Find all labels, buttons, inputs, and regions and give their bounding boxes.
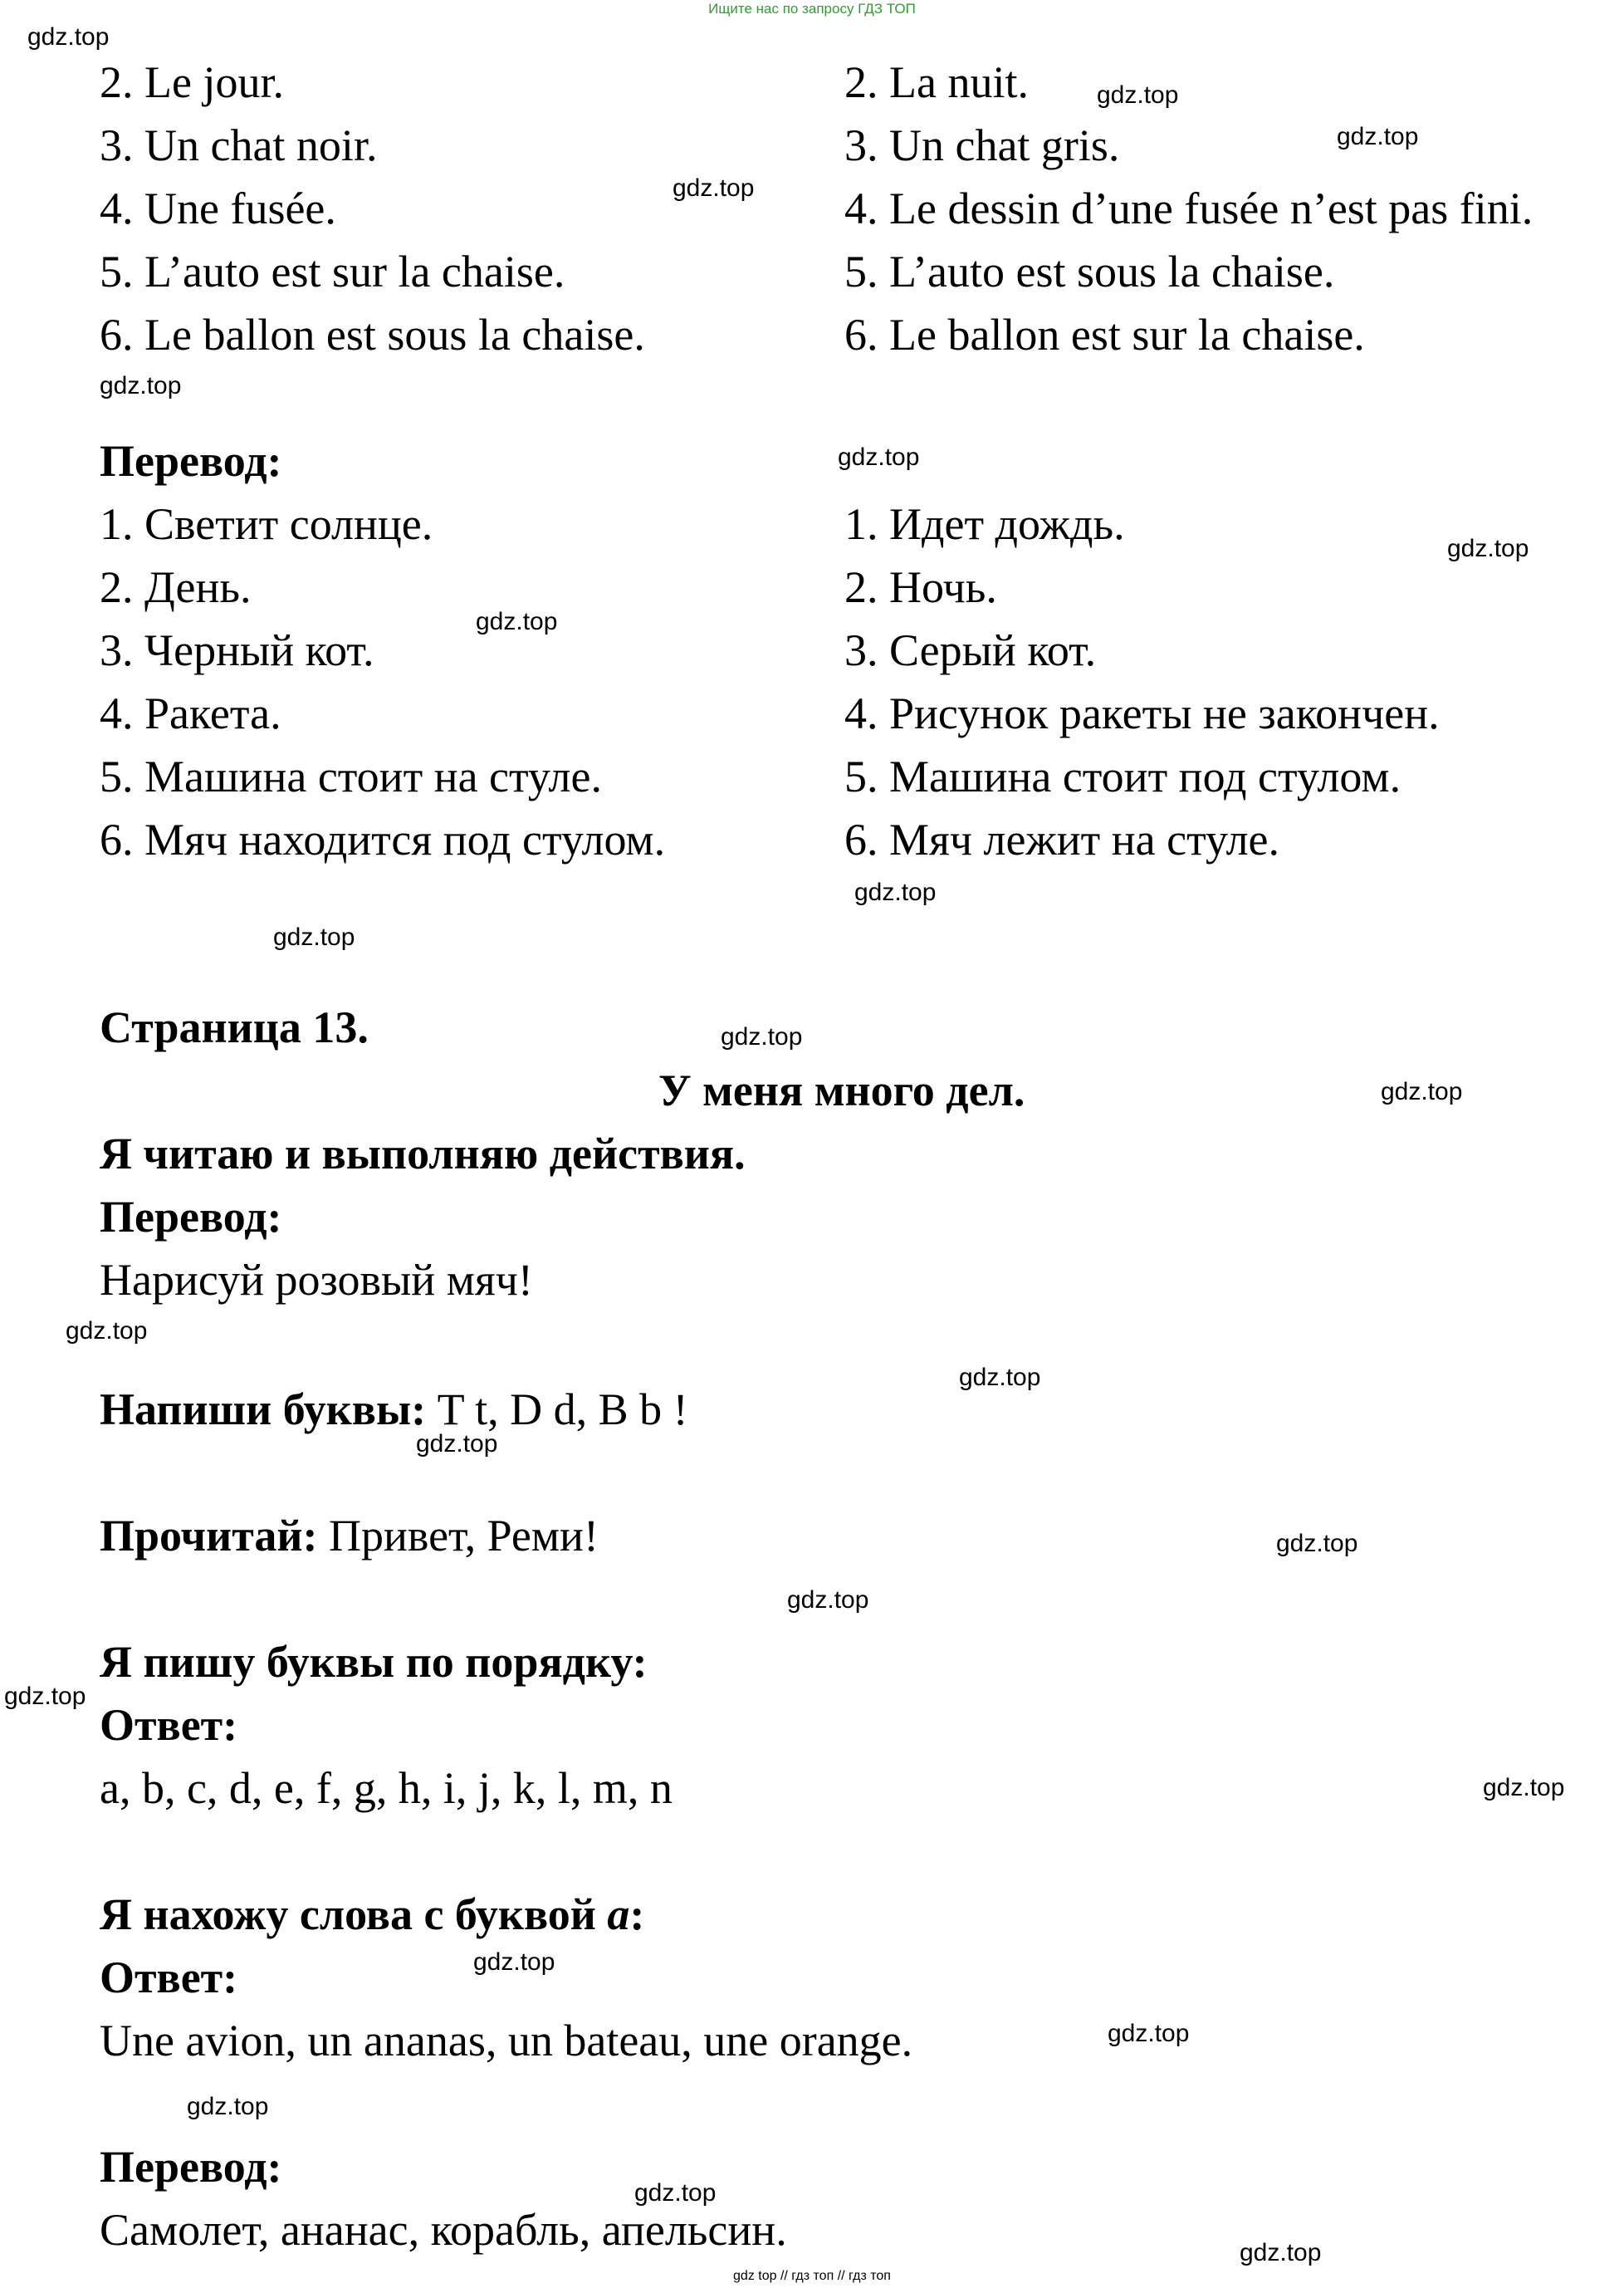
top-banner: Ищите нас по запросу ГДЗ ТОП [708,1,916,17]
watermark: gdz.top [1337,123,1419,150]
watermark: gdz.top [4,1683,86,1710]
translation-left-line: 3. Черный кот. [100,625,374,675]
watermark: gdz.top [959,1364,1041,1391]
watermark: gdz.top [27,23,110,51]
watermark: gdz.top [634,2179,717,2207]
translation-left-line: 6. Мяч находится под стулом. [100,815,666,865]
watermark: gdz.top [1381,1078,1463,1105]
watermark: gdz.top [1447,535,1529,562]
watermark: gdz.top [673,174,755,202]
translation-right-line: 3. Серый кот. [844,625,1097,675]
watermark: gdz.top [100,372,182,399]
watermark: gdz.top [787,1586,869,1614]
watermark: gdz.top [1108,2020,1190,2047]
write-letters-text: T t, D d, B b ! [426,1384,688,1434]
watermark: gdz.top [273,924,355,951]
answer-text: Une avion, un ananas, un bateau, une orange. [100,2016,913,2065]
section-title: У меня много дел. [658,1066,1025,1115]
french-right-line: 3. Un chat gris. [844,120,1120,170]
translation-right-line: 2. Ночь. [844,562,997,612]
french-right-line: 5. L’auto est sous la chaise. [844,247,1335,296]
task-heading: Я пишу буквы по порядку: [100,1637,648,1687]
task-heading: Я читаю и выполняю действия. [100,1129,746,1178]
translation-left-line: 1. Светит солнце. [100,499,433,549]
watermark: gdz.top [66,1317,148,1345]
watermark: gdz.top [721,1023,803,1051]
french-left-line: 4. Une fusée. [100,184,336,233]
footer: gdz top // гдз топ // гдз топ [733,2269,891,2283]
task-heading-start: Я нахожу слова с буквой [100,1889,608,1939]
watermark: gdz.top [1276,1530,1358,1557]
french-right-line: 2. La nuit. [844,57,1029,107]
watermark: gdz.top [854,879,937,906]
task-heading [100,1889,644,1940]
translation-right-line: 5. Машина стоит под стулом. [844,752,1401,801]
watermark: gdz.top [838,443,920,471]
write-letters-line [100,1384,688,1435]
answer-text: a, b, c, d, e, f, g, h, i, j, k, l, m, n [100,1763,673,1813]
answer-label: Ответ: [100,1700,238,1750]
watermark: gdz.top [1240,2239,1322,2266]
task-text: Нарисуй розовый мяч! [100,1255,533,1305]
task-heading-letter: a [607,1889,630,1939]
translation-label: Перевод: [100,1192,282,1242]
translation-right-line: 4. Рисунок ракеты не закончен. [844,688,1440,738]
task-heading-end: : [629,1889,645,1939]
write-letters-label: Напиши буквы: [100,1384,427,1434]
french-left-line: 3. Un chat noir. [100,120,378,170]
read-line [100,1510,599,1561]
french-right-line: 4. Le dessin d’une fusée n’est pas fini. [844,184,1534,233]
watermark: gdz.top [1097,81,1179,109]
translation-heading: Перевод: [100,436,282,486]
watermark: gdz.top [473,1948,555,1976]
french-right-line: 6. Le ballon est sur la chaise. [844,310,1365,360]
translation-right-line: 6. Мяч лежит на стуле. [844,815,1279,865]
translation-left-line: 4. Ракета. [100,688,281,738]
french-left-line: 6. Le ballon est sous la chaise. [100,310,645,360]
translation-label: Перевод: [100,2142,282,2192]
watermark: gdz.top [1483,1774,1565,1801]
translation-left-line: 5. Машина стоит на стуле. [100,752,602,801]
translation-text: Самолет, ананас, корабль, апельсин. [100,2205,787,2255]
french-left-line: 5. L’auto est sur la chaise. [100,247,565,296]
read-label: Прочитай: [100,1511,318,1560]
watermark: gdz.top [187,2093,269,2120]
watermark: gdz.top [416,1430,498,1458]
answer-label: Ответ: [100,1952,238,2002]
watermark: gdz.top [476,608,558,635]
translation-right-line: 1. Идет дождь. [844,499,1125,549]
french-left-line: 2. Le jour. [100,57,284,107]
read-text: Привет, Реми! [317,1511,599,1560]
translation-left-line: 2. День. [100,562,252,612]
page-heading: Страница 13. [100,1002,369,1052]
